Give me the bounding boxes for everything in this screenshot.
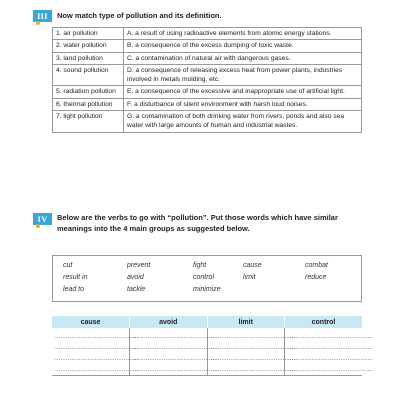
matching-row [53, 40, 362, 52]
pollution-type: 6. thermal pollution [53, 98, 124, 110]
section-4-instruction: Below are the verbs to go with “pollution”. Put those words which have similar meanings into the 4 main groups as suggested below. [57, 213, 338, 233]
group-row [52, 353, 362, 364]
answer-blank[interactable]: ............................................... [55, 333, 140, 340]
matching-row [53, 86, 362, 98]
answer-blank[interactable]: ............................................... [285, 353, 363, 364]
answer-blank[interactable]: ............................................... [207, 353, 285, 364]
pollution-definition: G. a contamination of both drinking water from rivers, ponds and also sea water with large amounts of human and industrial wastes. [124, 111, 362, 133]
verb-word: lead to [63, 286, 85, 293]
verb-word: result in [63, 274, 88, 281]
answer-blank[interactable]: ............................................... [130, 342, 208, 353]
answer-blank[interactable]: ............................................... [130, 353, 208, 364]
answer-blank[interactable]: ............................................... [207, 328, 285, 342]
verb-word: cause [243, 262, 262, 269]
pollution-type: 7. light pollution [53, 111, 124, 133]
answer-blank[interactable]: ............................................... [52, 364, 130, 376]
verb-word: cut [63, 262, 73, 269]
group-row [52, 342, 362, 353]
group-row [52, 364, 362, 376]
pollution-definition: E. a consequence of the excessive and inappropriate use of artificial light. [124, 86, 362, 98]
pollution-type: 3. land pollution [53, 52, 124, 64]
answer-blank[interactable]: ............................................... [130, 364, 208, 376]
section-4-badge: IV [33, 213, 52, 225]
group-header-cause: cause [52, 316, 130, 328]
answer-blank[interactable]: ............................................... [285, 328, 363, 342]
verb-word: control [193, 274, 215, 281]
section-3-instruction: Now match type of pollution and its definition. [57, 11, 222, 20]
group-header-control: control [285, 316, 363, 328]
verb-word: avoid [127, 274, 144, 281]
answer-blank[interactable]: ............................................... [55, 344, 140, 351]
pollution-type: 2. water pollution [53, 40, 124, 52]
pollution-definition: F. a disturbance of silent environment with harsh loud noises. [124, 98, 362, 110]
answer-blank[interactable]: ............................................... [207, 342, 285, 353]
pollution-type: 1. air pollution [53, 28, 124, 40]
group-row [52, 328, 362, 342]
verb-word: minimize [193, 286, 221, 293]
verb-word: combat [305, 262, 328, 269]
answer-blank[interactable]: ............................................... [207, 364, 285, 376]
group-header-limit: limit [207, 316, 285, 328]
matching-row [53, 98, 362, 110]
verb-word: fight [193, 262, 207, 269]
matching-table [52, 27, 362, 133]
verb-word: limit [243, 274, 256, 281]
section-3-badge: III [33, 10, 52, 22]
pollution-definition: C. a contamination of natural air with dangerous gases. [124, 52, 362, 64]
verb-word: prevent [127, 262, 151, 269]
matching-row [53, 28, 362, 40]
pollution-type: 5. radiation pollution [53, 86, 124, 98]
pollution-type: 4. sound pollution [53, 64, 124, 86]
matching-row [53, 64, 362, 86]
answer-blank[interactable]: ............................................... [55, 355, 140, 362]
group-header-avoid: avoid [130, 316, 208, 328]
pollution-definition: A. a result of using radioactive elements from atomic energy stations. [124, 28, 362, 40]
answer-blank[interactable]: ............................................... [130, 328, 208, 342]
answer-blank[interactable]: ............................................... [285, 342, 363, 353]
verb-word: reduce [305, 274, 327, 281]
matching-row [53, 52, 362, 64]
verb-bank [52, 255, 362, 302]
groups-table [52, 316, 373, 376]
answer-blank[interactable]: ............................................... [285, 364, 363, 376]
pollution-definition: D. a consequence of releasing excess heat from power plants, industries involved in metals molding, etc. [124, 64, 362, 86]
matching-row [53, 111, 362, 133]
verb-word: tackle [127, 286, 146, 293]
pollution-definition: B. a consequence of the excess dumping of toxic waste. [124, 40, 362, 52]
